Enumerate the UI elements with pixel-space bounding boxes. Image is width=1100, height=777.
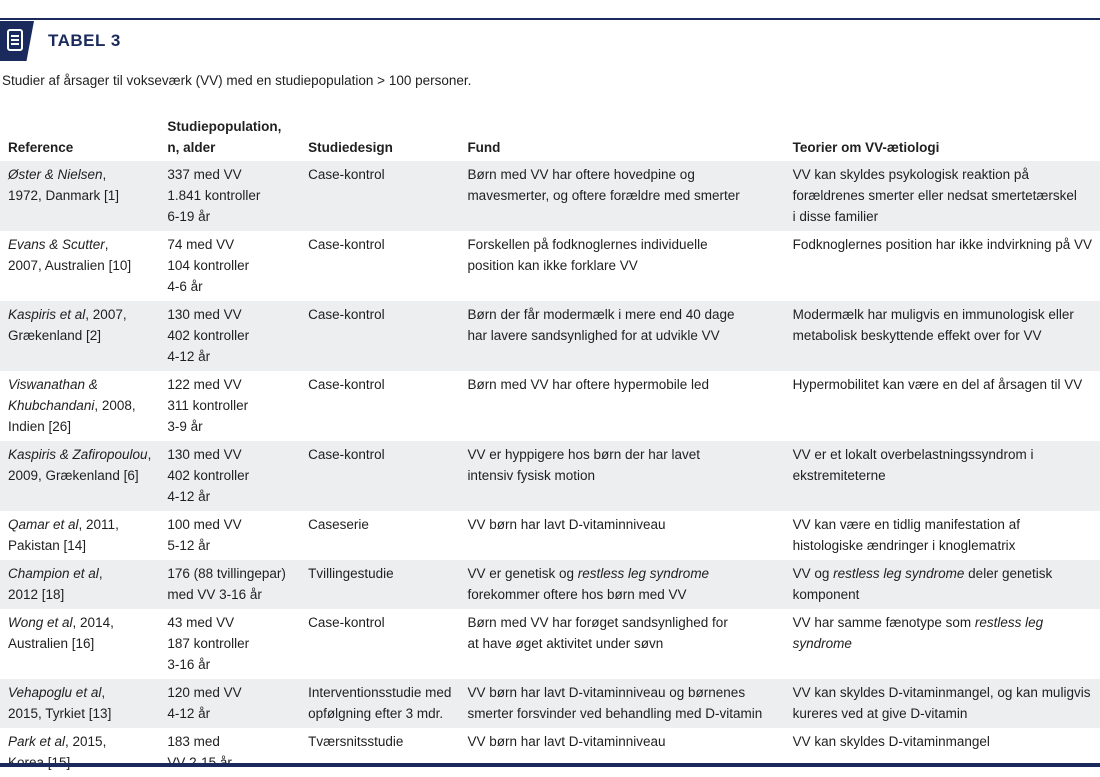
cell-line [467,444,776,465]
studies-table [0,110,1100,777]
cell-line: 74 med VV [167,237,235,252]
table-header-bar [0,20,121,62]
cell-line [467,325,776,346]
cell-text: VV kan være en tidlig manifestation af [792,517,1020,532]
cell-line [8,255,151,276]
cell-line [793,731,1092,752]
cell-line [467,731,776,752]
table-row [0,441,1100,511]
cell-text: deler genetisk [964,566,1053,581]
cell-population [159,441,300,511]
table-title: TABEL 3 [48,31,121,50]
cell-line [793,465,1092,486]
cell-line: 5-12 år [167,538,211,553]
table-row [0,679,1100,728]
cell-line [467,682,776,703]
header-row [0,110,1100,161]
cell-line [8,584,151,605]
cell-line: 130 med VV [167,307,242,322]
cell-line: 104 kontroller [167,258,250,273]
cell-line [467,234,776,255]
cell-text: har lavere sandsynlighed for at udvikle VV [467,328,720,343]
cell-text: , 2015, [65,734,107,749]
cell-line [8,374,151,395]
col-header-reference [0,110,159,161]
cell-line [8,395,151,416]
cell-line [467,703,776,724]
cell-line [8,535,151,556]
cell-line [8,633,151,654]
cell-line: 43 med VV [167,615,235,630]
cell-line: 402 kontroller [167,468,250,483]
cell-line [467,304,776,325]
cell-reference [0,728,159,777]
cell-design [300,511,459,560]
cell-line [467,584,776,605]
cell-line [793,563,1092,584]
cell-text: Grækenland [2] [8,328,102,343]
top-rule [0,18,1100,20]
cell-population [159,371,300,441]
cell-theory [785,679,1100,728]
cell-line [467,374,776,395]
cell-reference [0,609,159,679]
cell-reference [0,511,159,560]
cell-line: 4-12 år [167,349,211,364]
cell-theory [785,161,1100,231]
cell-design [300,231,459,301]
cell-line [8,164,151,185]
cell-text: VV er et lokalt overbelastningssyndrom i [792,447,1034,462]
cell-line: 4-6 år [167,279,203,294]
cell-line: Tværsnitsstudie [308,734,404,749]
cell-text: , 2011, [78,517,119,532]
col-header-line: Fund [467,140,501,155]
cell-text: VV kan skyldes D-vitaminmangel [792,734,990,749]
cell-theory [785,231,1100,301]
cell-line [8,514,151,535]
cell-finding [459,301,784,371]
cell-line [8,416,151,437]
cell-theory [785,728,1100,777]
cell-design [300,161,459,231]
cell-text: VV er genetisk og [467,566,578,581]
cell-text: VV har samme fænotype som [792,615,975,630]
cell-line: 130 med VV [167,447,242,462]
cell-population [159,728,300,777]
cell-line: Case-kontrol [308,237,385,252]
cell-text: 1972, Danmark [1] [8,188,120,203]
table-body [0,161,1100,777]
cell-line [793,612,1092,633]
italic-text: Vehapoglu et al [8,685,102,700]
cell-text: Modermælk har muligvis en immunologisk eller [792,307,1074,322]
italic-text: Kaspiris & Zafiropoulou [8,447,148,462]
cell-text: , 2014, [72,615,114,630]
cell-finding [459,609,784,679]
cell-text: Børn med VV har forøget sandsynlighed for [467,615,728,630]
cell-line [8,731,151,752]
cell-design [300,441,459,511]
cell-line [8,304,151,325]
cell-line: 100 med VV [167,517,242,532]
cell-population [159,679,300,728]
cell-line: 4-12 år [167,489,211,504]
cell-design [300,609,459,679]
cell-text: VV kan skyldes psykologisk reaktion på [792,167,1029,182]
cell-line: Tvillingestudie [308,566,394,581]
cell-line: Case-kontrol [308,447,385,462]
cell-line [8,185,151,206]
cell-finding [459,511,784,560]
cell-design [300,371,459,441]
cell-line [467,514,776,535]
italic-text: Kaspiris et al [8,307,86,322]
col-header-line: Studiedesign [308,140,393,155]
table-row [0,609,1100,679]
cell-finding [459,560,784,609]
cell-design [300,728,459,777]
italic-text: Øster & Nielsen [8,167,103,182]
cell-line [8,563,151,584]
cell-text: VV børn har lavt D-vitaminniveau [467,517,666,532]
cell-line [793,444,1092,465]
cell-text: 2012 [18] [8,587,65,602]
cell-line [467,164,776,185]
cell-line: 120 med VV [167,685,242,700]
cell-text: , [101,685,106,700]
cell-line [793,584,1092,605]
document-icon [0,21,34,61]
cell-reference [0,371,159,441]
cell-text: VV kan skyldes D-vitaminmangel, og kan muligvis [792,685,1091,700]
cell-line [467,465,776,486]
italic-text: restless leg syndrome [833,566,965,581]
cell-text: Pakistan [14] [8,538,87,553]
cell-design [300,301,459,371]
col-header-finding [459,110,784,161]
table-row [0,161,1100,231]
cell-text: kureres ved at give D-vitamin [792,706,968,721]
cell-line: 337 med VV [167,167,242,182]
cell-line [793,185,1092,206]
cell-finding [459,679,784,728]
cell-line: 3-9 år [167,419,203,434]
cell-text: position kan ikke forklare VV [467,258,638,273]
cell-text: i disse familier [792,209,879,224]
cell-text: Hypermobilitet kan være en del af årsagen til VV [792,377,1083,392]
cell-text: , 2008, [94,398,136,413]
cell-text: VV og [792,566,834,581]
cell-finding [459,371,784,441]
cell-population [159,560,300,609]
italic-text: restless leg [974,615,1044,630]
cell-text: Børn med VV har oftere hovedpine og [467,167,695,182]
cell-finding [459,161,784,231]
cell-finding [459,231,784,301]
cell-text: , 2007, [85,307,127,322]
cell-line [467,612,776,633]
cell-text: Børn med VV har oftere hypermobile led [467,377,710,392]
col-header-line: n, alder [167,140,216,155]
cell-text: metabolisk beskyttende effekt over for VV [792,328,1042,343]
italic-text: restless leg syndrome [577,566,710,581]
col-header-line: Reference [8,140,74,155]
cell-text: 2007, Australien [10] [8,258,132,273]
cell-line: 122 med VV [167,377,242,392]
cell-text: Børn der får modermælk i mere end 40 dage [467,307,735,322]
cell-line [8,325,151,346]
italic-text: Evans & Scutter [8,237,105,252]
cell-population [159,511,300,560]
cell-text: Fodknoglernes position har ikke indvirkning på VV [792,237,1092,252]
cell-text: at have øget aktivitet under søvn [467,636,664,651]
cell-line: Case-kontrol [308,307,385,322]
cell-line: 176 (88 tvillingepar) [167,566,286,581]
cell-line [793,633,1092,654]
cell-text: mavesmerter, og oftere forældre med smerter [467,188,740,203]
cell-design [300,679,459,728]
cell-text: , [147,447,152,462]
cell-text: VV er hyppigere hos børn der har lavet [467,447,701,462]
cell-text: forekommer oftere hos børn med VV [467,587,687,602]
cell-line: Case-kontrol [308,377,385,392]
italic-text: Park et al [8,734,66,749]
cell-line [8,465,151,486]
cell-theory [785,560,1100,609]
cell-line [8,612,151,633]
table-caption: Studier af årsager til vokseværk (VV) med en studiepopulation > 100 personer. [2,73,472,88]
cell-text: Indien [26] [8,419,72,434]
cell-reference [0,560,159,609]
table-row [0,560,1100,609]
cell-text: , [104,237,109,252]
cell-line: Case-kontrol [308,615,385,630]
col-header-theory [785,110,1100,161]
cell-line: Interventionsstudie med [308,685,452,700]
cell-line: 402 kontroller [167,328,250,343]
table-row [0,511,1100,560]
cell-line [793,682,1092,703]
cell-text: histologiske ændringer i knoglematrix [792,538,1016,553]
cell-theory [785,371,1100,441]
cell-theory [785,441,1100,511]
cell-text: Australien [16] [8,636,95,651]
cell-finding [459,441,784,511]
cell-theory [785,301,1100,371]
cell-text: ekstremiteterne [792,468,886,483]
cell-line: med VV 3-16 år [167,587,262,602]
cell-finding [459,728,784,777]
cell-line [8,703,151,724]
cell-text: smerter forsvinder ved behandling med D-vitamin [467,706,763,721]
cell-text: 2015, Tyrkiet [13] [8,706,112,721]
cell-text: forældrenes smerter eller nedsat smertetærskel [792,188,1077,203]
cell-text: Forskellen på fodknoglernes individuelle [467,237,708,252]
cell-text: intensiv fysisk motion [467,468,595,483]
italic-text: Champion et al [8,566,99,581]
cell-line [8,682,151,703]
cell-reference [0,231,159,301]
cell-line [467,255,776,276]
cell-text: VV børn har lavt D-vitaminniveau [467,734,666,749]
cell-line [467,185,776,206]
cell-line: 187 kontroller [167,636,250,651]
cell-text: VV børn har lavt D-vitaminniveau og børnenes [467,685,746,700]
table-row [0,371,1100,441]
table-row [0,231,1100,301]
italic-text: Wong et al [8,615,73,630]
cell-line: 6-19 år [167,209,211,224]
cell-text: komponent [792,587,860,602]
cell-line [467,633,776,654]
cell-line: 311 kontroller [167,398,249,413]
cell-line [793,164,1092,185]
cell-theory [785,609,1100,679]
cell-text: , [102,167,107,182]
cell-line: 3-16 år [167,657,211,672]
italic-text: Khubchandani [8,398,95,413]
col-header-line: Teorier om VV-ætiologi [792,140,940,155]
italic-text: syndrome [792,636,852,651]
cell-line [793,325,1092,346]
cell-line: 183 med [167,734,220,749]
cell-line: Case-kontrol [308,167,385,182]
italic-text: Viswanathan & [8,377,98,392]
cell-line [793,535,1092,556]
cell-line: Caseserie [308,517,369,532]
cell-population [159,609,300,679]
italic-text: Qamar et al [8,517,79,532]
table-row [0,301,1100,371]
cell-line [793,703,1092,724]
cell-line [8,444,151,465]
cell-reference [0,161,159,231]
col-header-design [300,110,459,161]
cell-line [8,234,151,255]
cell-line: 4-12 år [167,706,211,721]
cell-line [793,304,1092,325]
cell-line [793,206,1092,227]
cell-line [467,563,776,584]
bottom-rule [0,763,1100,767]
cell-reference [0,441,159,511]
cell-theory [785,511,1100,560]
cell-reference [0,679,159,728]
cell-line [793,374,1092,395]
cell-line: opfølgning efter 3 mdr. [308,706,444,721]
cell-line [793,234,1092,255]
cell-line: 1.841 kontroller [167,188,261,203]
col-header-line: Studiepopulation, [167,119,282,134]
col-header-population [159,110,300,161]
cell-design [300,560,459,609]
cell-reference [0,301,159,371]
table-row [0,728,1100,777]
cell-line [793,514,1092,535]
cell-text: 2009, Grækenland [6] [8,468,139,483]
cell-population [159,231,300,301]
cell-population [159,301,300,371]
cell-population [159,161,300,231]
cell-text: , [98,566,103,581]
